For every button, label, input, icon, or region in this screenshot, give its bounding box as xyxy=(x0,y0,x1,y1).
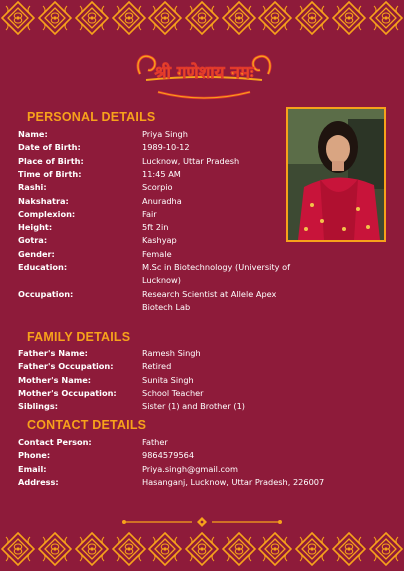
svg-text:श्री गणेशाय नमः: श्री गणेशाय नमः xyxy=(154,63,254,83)
detail-label: Name: xyxy=(18,129,48,139)
ornament-motif-icon xyxy=(185,1,219,39)
portrait-image xyxy=(288,109,384,240)
detail-label: Gotra: xyxy=(18,235,48,246)
detail-label: Email: xyxy=(18,463,47,474)
ornament-motif-icon xyxy=(295,1,329,39)
ornament-motif-icon xyxy=(222,532,256,570)
detail-label: Gender: xyxy=(18,248,55,259)
ornament-motif-icon xyxy=(295,532,329,570)
detail-label: Occupation: xyxy=(18,288,74,299)
detail-label: Rashi: xyxy=(18,182,47,193)
detail-value: Sister (1) and Brother (1) xyxy=(142,401,245,412)
detail-value: Research Scientist at Allele Apex Biotech Lab xyxy=(142,288,277,312)
ornament-motif-icon xyxy=(1,532,35,570)
ornament-motif-icon xyxy=(38,1,72,39)
ornament-motif-icon xyxy=(75,1,109,39)
ornamental-divider xyxy=(120,516,284,528)
detail-value: M.Sc in Biotechnology (University of Lucknow) xyxy=(142,262,290,286)
detail-value: 11:45 AM xyxy=(142,168,181,179)
detail-value: Priya.singh@gmail.com xyxy=(142,463,239,474)
detail-label: Contact Person: xyxy=(18,437,92,447)
detail-label: Complexion: xyxy=(18,208,76,219)
detail-value: Father xyxy=(142,437,168,447)
ornament-motif-icon xyxy=(148,532,182,570)
detail-value: Fair xyxy=(142,208,157,219)
detail-value: Sunita Singh xyxy=(142,374,194,385)
detail-value: Ramesh Singh xyxy=(142,348,201,358)
detail-value: Anuradha xyxy=(142,195,182,206)
profile-photo xyxy=(286,107,386,242)
bottom-ornament-border xyxy=(0,531,404,571)
detail-label: Mother's Name: xyxy=(18,374,92,385)
ornament-motif-icon xyxy=(1,1,35,39)
detail-value: 9864579564 xyxy=(142,450,195,461)
ornament-motif-icon xyxy=(258,532,292,570)
ornament-motif-icon xyxy=(185,532,219,570)
detail-value: Priya Singh xyxy=(142,129,188,139)
detail-value: Retired xyxy=(142,361,172,372)
detail-value: 1989-10-12 xyxy=(142,142,190,153)
ornament-motif-icon xyxy=(112,532,146,570)
detail-value: 5ft 2in xyxy=(142,222,169,233)
detail-label: Date of Birth: xyxy=(18,142,81,153)
detail-value: Kashyap xyxy=(142,235,177,246)
detail-label: Place of Birth: xyxy=(18,155,84,166)
detail-label: Phone: xyxy=(18,450,51,461)
detail-label: Address: xyxy=(18,476,59,487)
shri-ganeshaya-namah-emblem xyxy=(128,44,280,104)
ornament-motif-icon xyxy=(148,1,182,39)
ornament-motif-icon xyxy=(258,1,292,39)
detail-value: Female xyxy=(142,248,172,259)
detail-label: Siblings: xyxy=(18,401,59,412)
detail-value: Scorpio xyxy=(142,182,173,193)
detail-value: Hasanganj, Lucknow, Uttar Pradesh, 226007 xyxy=(142,476,325,487)
ornament-motif-icon xyxy=(222,1,256,39)
ornament-motif-icon xyxy=(38,532,72,570)
family-details-heading: FAMILY DETAILS xyxy=(27,330,131,344)
detail-label: Education: xyxy=(18,262,68,272)
ornament-motif-icon xyxy=(369,532,403,570)
ornament-motif-icon xyxy=(112,1,146,39)
ornament-motif-icon xyxy=(332,1,366,39)
detail-label: Father's Occupation: xyxy=(18,361,114,372)
detail-label: Father's Name: xyxy=(18,348,88,358)
personal-details-heading: PERSONAL DETAILS xyxy=(27,110,156,124)
detail-label: Height: xyxy=(18,222,53,233)
top-ornament-border xyxy=(0,0,404,40)
detail-label: Nakshatra: xyxy=(18,195,69,206)
ornament-motif-icon xyxy=(369,1,403,39)
detail-value: School Teacher xyxy=(142,387,204,398)
detail-value: Lucknow, Uttar Pradesh xyxy=(142,155,240,166)
ornament-motif-icon xyxy=(75,532,109,570)
detail-label: Mother's Occupation: xyxy=(18,387,117,398)
detail-label: Time of Birth: xyxy=(18,168,82,179)
contact-details-heading: CONTACT DETAILS xyxy=(27,418,147,432)
ornament-motif-icon xyxy=(332,532,366,570)
